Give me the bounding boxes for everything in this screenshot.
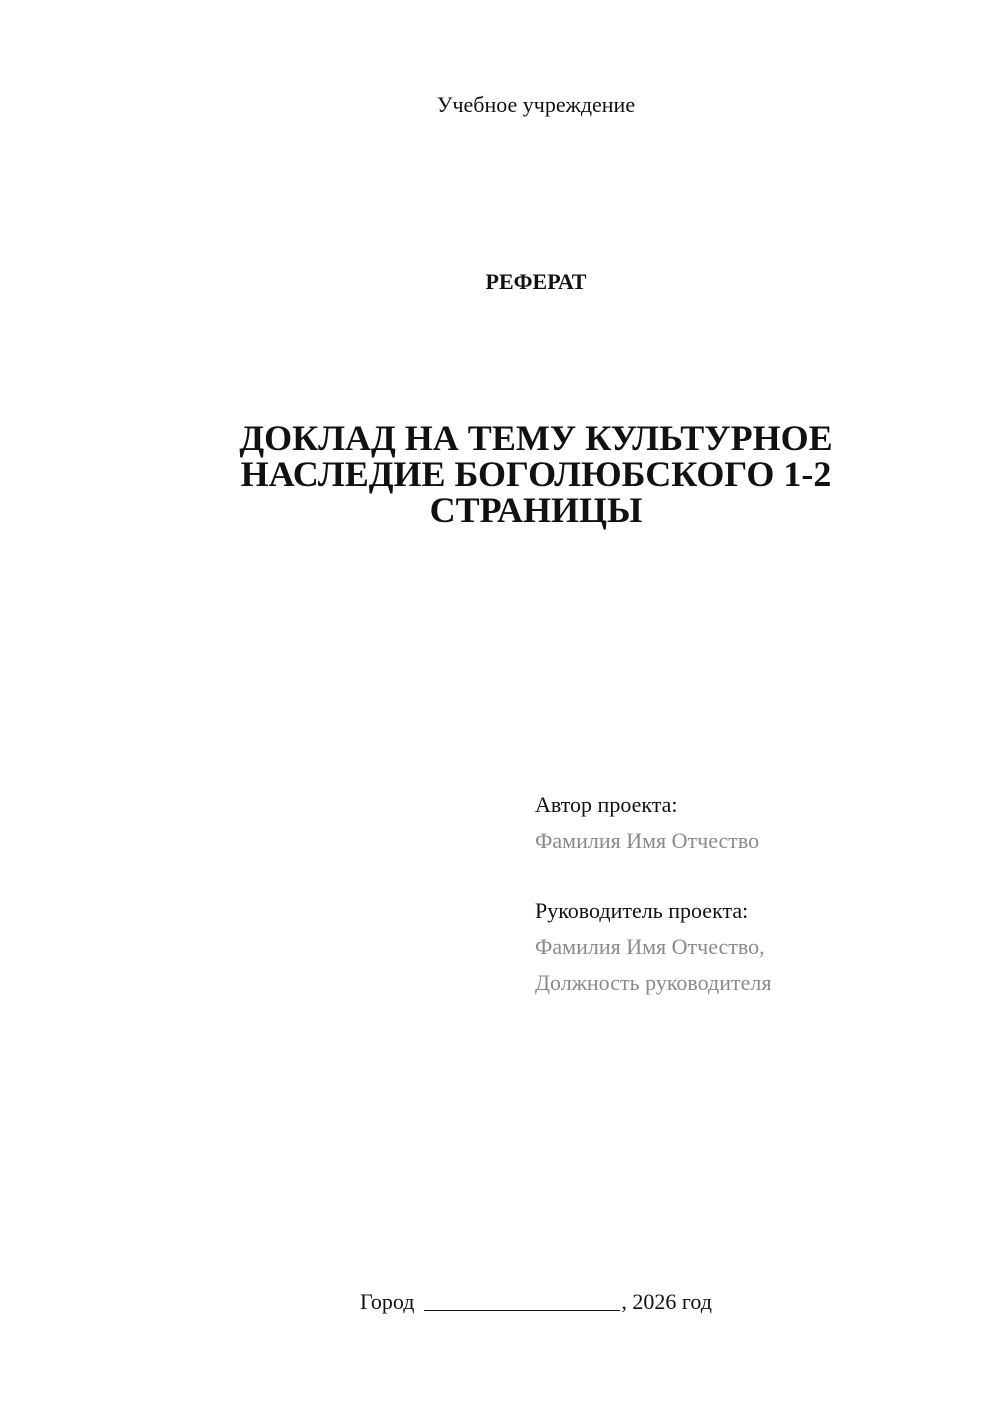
supervisor-block	[535, 893, 955, 1001]
supervisor-label: Руководитель проекта:	[535, 898, 749, 923]
institution-name: Учебное учреждение	[436, 92, 636, 117]
year-text: , 2026 год	[621, 1289, 712, 1314]
city-year-line	[0, 1288, 1000, 1315]
title-line-1: ДОКЛАД НА ТЕМУ КУЛЬТУРНОЕ	[239, 418, 833, 458]
author-name: Фамилия Имя Отчество	[535, 828, 760, 853]
document-type: РЕФЕРАТ	[485, 269, 587, 294]
supervisor-position: Должность руководителя	[535, 970, 772, 995]
document-title	[200, 420, 872, 528]
title-line-2: НАСЛЕДИЕ БОГОЛЮБСКОГО 1-2	[240, 454, 832, 494]
author-label: Автор проекта:	[535, 792, 678, 817]
city-blank-line	[424, 1288, 620, 1311]
supervisor-name: Фамилия Имя Отчество,	[535, 934, 765, 959]
author-block	[535, 787, 955, 859]
title-line-3: СТРАНИЦЫ	[429, 490, 643, 530]
city-label: Город	[360, 1289, 415, 1314]
